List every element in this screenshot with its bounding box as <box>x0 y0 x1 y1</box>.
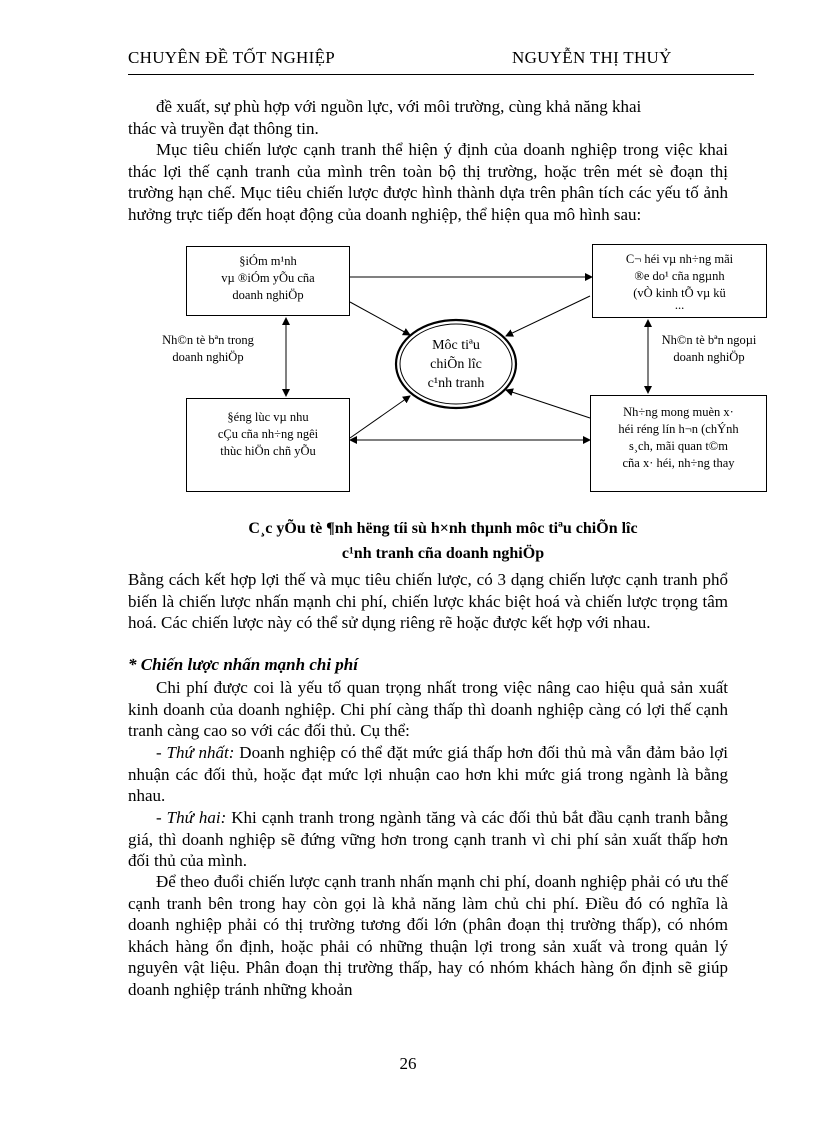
figure-caption-line-2: c¹nh tranh cña doanh nghiÖp <box>341 545 545 562</box>
page-header <box>128 48 754 72</box>
box-line: C¬ héi vµ nh÷ng mãi <box>625 252 734 266</box>
box-line: héi réng lín h¬n (chÝnh <box>618 422 739 436</box>
box-line: s¸ch, mãi quan t©m <box>628 439 729 453</box>
center-objective-label <box>396 336 516 393</box>
box-line: Nh÷ng mong muèn x· <box>623 405 734 419</box>
intro-line-1: đề xuất, sự phù hợp với nguồn lực, với môi trường, cùng khả năng khai <box>156 97 642 116</box>
item-second-text: Khi cạnh tranh trong ngành tăng và các đối thủ bắt đầu cạnh tranh bằng giá, thì doanh nghiệp sẽ đứng vững hơn trong cạnh tranh vì chi phí sản xuất thấp hơn đối thủ của mình. <box>128 808 728 870</box>
header-title: CHUYÊN ĐỀ TỐT NGHIỆP <box>128 48 336 67</box>
box-line: thùc hiÖn chñ yÕu <box>220 444 316 458</box>
label-line: doanh nghiÖp <box>673 350 745 364</box>
box-line: (vÒ kinh tÕ vµ kü <box>633 286 726 300</box>
figure-caption-line-1: C¸c yÕu tè ¶nh hëng tíi sù h×nh thµnh môc tiªu chiÕn lîc <box>248 520 638 537</box>
box-line: §éng lùc vµ nhu <box>227 410 309 424</box>
item-first-text: Doanh nghiệp có thể đặt mức giá thấp hơn đối thủ mà vẫn đảm bảo lợi nhuận các đối thủ, hoặc đạt mức lợi nhuận cao hơn khi mức giá trong ngành là bằng nhau. <box>128 743 728 805</box>
item-first-label: Thứ nhất: <box>166 743 235 762</box>
box-line: vµ ®iÓm yÕu cña <box>221 271 315 285</box>
label-line: doanh nghiÖp <box>172 350 244 364</box>
box-opportunities-threats <box>592 244 767 318</box>
box-society-expectations <box>590 395 767 492</box>
box-line: doanh nghiÖp <box>232 288 304 302</box>
item-second: - Thứ hai: Khi cạnh tranh trong ngành tăng và các đối thủ bắt đầu cạnh tranh bằng giá, thì doanh nghiệp sẽ đứng vững hơn trong cạnh tranh vì chi phí sản xuất thấp hơn đối thủ của mình. <box>128 808 728 870</box>
paragraph-cost: Chi phí được coi là yếu tố quan trọng nhất trong việc nâng cao hiệu quả sản xuất kinh doanh của doanh nghiệp. Chi phí càng thấp thì doanh nghiệp càng có lợi thế cạnh tranh càng cao so với các đối thủ. Cụ thể: <box>128 678 728 740</box>
box-strengths-weaknesses <box>186 246 350 316</box>
label-line: Nh©n tè bªn ngoµi <box>661 333 757 347</box>
center-line: Môc tiªu <box>432 338 480 353</box>
item-second-label: Thứ hai: <box>166 808 227 827</box>
box-line: ... <box>674 298 685 312</box>
intro-line-2: thác và truyền đạt thông tin. <box>128 119 319 138</box>
label-external-factors <box>650 332 768 366</box>
paragraph-strategy-types: Bằng cách kết hợp lợi thế và mục tiêu chiến lược, có 3 dạng chiến lược cạnh tranh phổ biến là chiến lược nhấn mạnh chi phí, chiến lược khác biệt hoá và chiến lược trọng tâm hoá. Các chiến lược này có thể sử dụng riêng rẽ hoặc được kết hợp với nhau. <box>128 570 728 632</box>
center-line: c¹nh tranh <box>427 376 485 391</box>
label-line: Nh©n tè bªn trong <box>162 333 254 347</box>
box-line: ®e do¹ cña ngµnh <box>634 269 725 283</box>
intro-paragraph: Mục tiêu chiến lược cạnh tranh thể hiện ý định của doanh nghiệp trong việc khai thác lợi thế cạnh tranh của mình trên toàn bộ thị trường, hoặc trên mét sè đoạn thị trường hạn chế. Mục tiêu chiến lược được hình thành dựa trên phân tích các yếu tố ảnh hưởng trực tiếp đến hoạt động của doanh nghiệp, thể hiện qua mô hình sau: <box>128 140 728 224</box>
box-line: §iÓm m¹nh <box>239 254 297 268</box>
label-internal-factors <box>138 332 278 366</box>
section-heading-cost: * Chiến lược nhấn mạnh chi phí <box>128 655 358 674</box>
box-line: cÇu cña nh÷ng ngêi <box>217 427 319 441</box>
item-first: - Thứ nhất: Doanh nghiệp có thể đặt mức giá thấp hơn đối thủ mà vẫn đảm bảo lợi nhuận các đối thủ, hoặc đạt mức lợi nhuận cao hơn khi mức giá trong ngành là bằng nhau. <box>128 743 728 805</box>
strategy-diagram <box>128 240 768 512</box>
header-author: NGUYỄN THỊ THUỶ <box>512 48 672 67</box>
header-rule <box>128 74 754 75</box>
page-number: 26 <box>399 1054 417 1073</box>
box-line: cña x· héi, nh÷ng thay <box>622 456 735 470</box>
paragraph-pursuit: Để theo đuổi chiến lược cạnh tranh nhấn mạnh chi phí, doanh nghiệp phải có ưu thế cạnh tranh bên trong hay còn gọi là khả năng làm chủ chi phí. Điều đó có nghĩa là doanh nghiệp phải có thị trường tương đối lớn (phân đoạn thị trường thấp), có nhóm khách hàng ổn định, hoặc phải có những thuận lợi trong sản xuất và trong quản lý nguyên vật liệu. Phân đoạn thị trường thấp, hay có nhóm khách hàng ổn định sẽ giúp doanh nghiệp tránh những khoản <box>128 872 728 999</box>
center-line: chiÕn lîc <box>430 357 482 372</box>
box-motivation-needs <box>186 398 350 492</box>
